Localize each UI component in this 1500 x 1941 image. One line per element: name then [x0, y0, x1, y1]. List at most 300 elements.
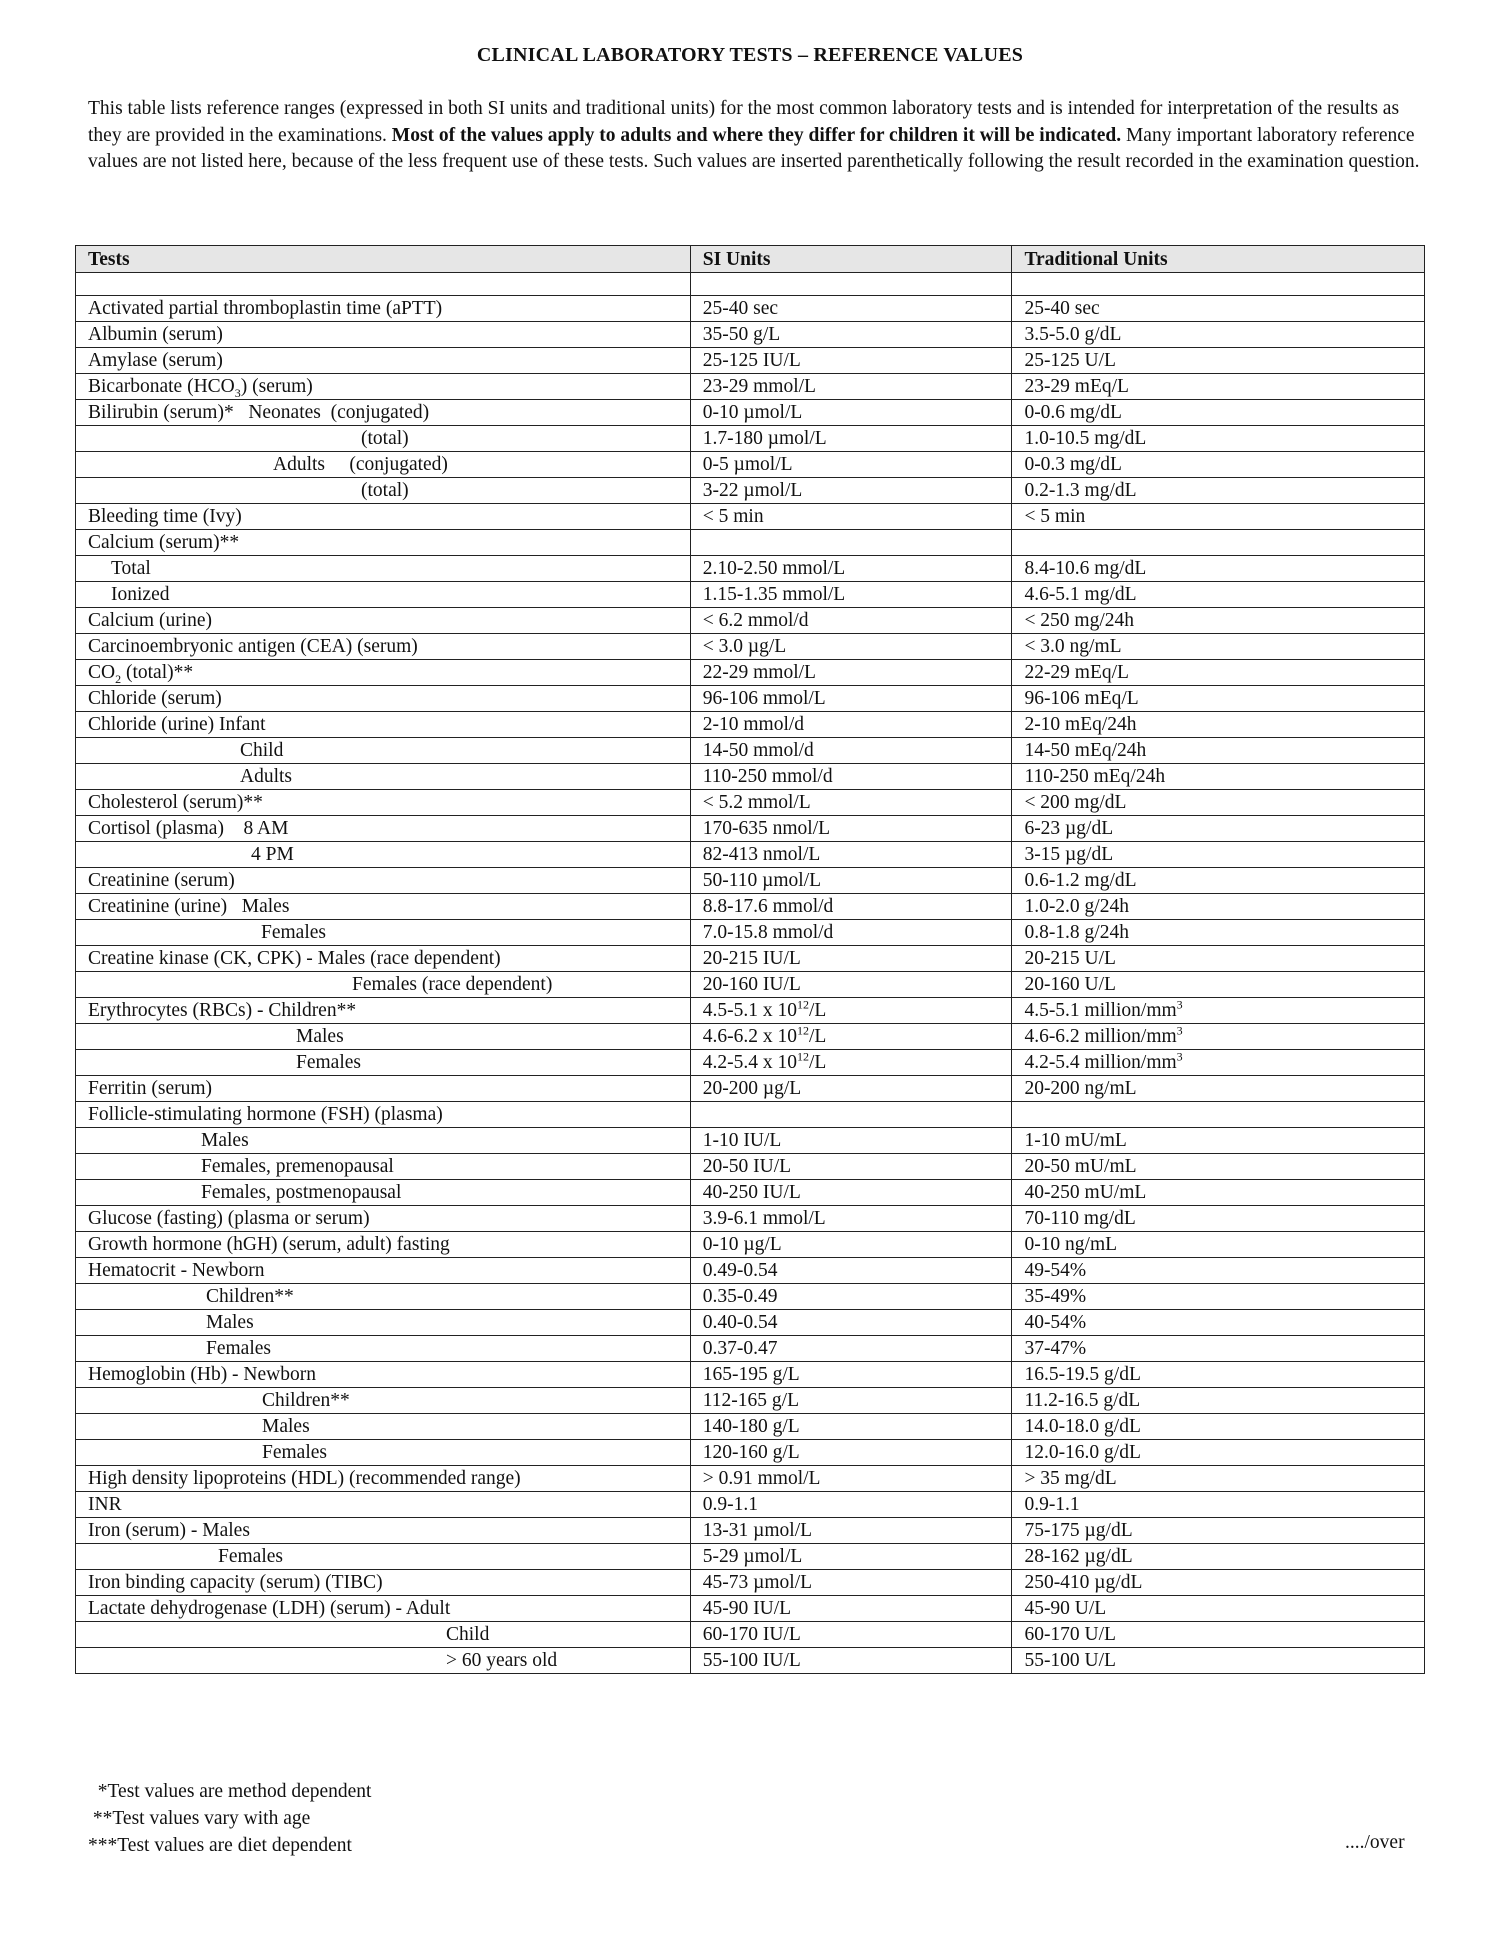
footnote: **Test values vary with age — [88, 1808, 311, 1829]
traditional-units-cell — [1012, 556, 1425, 582]
si-value: < 3.0 µg/L — [702, 636, 787, 657]
intro-paragraph — [88, 96, 1428, 176]
si-units-cell — [690, 478, 1012, 504]
test-name: CO — [88, 662, 116, 683]
table-row — [76, 816, 1425, 842]
si-units-cell — [690, 1310, 1012, 1336]
si-units-cell — [690, 1050, 1012, 1076]
table-row — [76, 998, 1425, 1024]
traditional-units-cell — [1012, 452, 1425, 478]
si-value: 2-10 mmol/d — [702, 714, 805, 735]
si-units-cell — [690, 1284, 1012, 1310]
table-row — [76, 1544, 1425, 1570]
traditional-value: 75-175 µg/dL — [1024, 1520, 1133, 1541]
table-row — [76, 1128, 1425, 1154]
traditional-units-cell — [1012, 400, 1425, 426]
si-value: 0.37-0.47 — [702, 1338, 778, 1359]
test-name: Activated partial thromboplastin time (aPTT) — [88, 298, 443, 319]
traditional-value: 23-29 mEq/L — [1024, 376, 1129, 397]
test-name-cell — [76, 1414, 691, 1440]
test-name: Iron (serum) - Males — [88, 1520, 250, 1541]
table-row — [76, 1596, 1425, 1622]
traditional-value: 45-90 U/L — [1024, 1598, 1107, 1619]
traditional-value: 3.5-5.0 g/dL — [1024, 324, 1122, 345]
test-name: Erythrocytes (RBCs) - Children** — [88, 1000, 357, 1021]
table-row — [76, 478, 1425, 504]
traditional-value: 14.0-18.0 g/dL — [1024, 1416, 1141, 1437]
table-row — [76, 1284, 1425, 1310]
traditional-units-cell — [1012, 1440, 1425, 1466]
si-value: 13-31 µmol/L — [702, 1520, 813, 1541]
test-name-cell — [76, 894, 691, 920]
traditional-value: 20-215 U/L — [1024, 948, 1116, 969]
subscript: 2 — [115, 671, 122, 686]
traditional-value: 8.4-10.6 mg/dL — [1024, 558, 1147, 579]
si-value: 3-22 µmol/L — [702, 480, 803, 501]
test-name-cell — [76, 1206, 691, 1232]
superscript: 12 — [797, 1023, 809, 1038]
table-row — [76, 1180, 1425, 1206]
si-units-cell — [690, 1362, 1012, 1388]
table-row — [76, 452, 1425, 478]
test-name: Hematocrit - Newborn — [88, 1260, 265, 1281]
test-name: Amylase (serum) — [88, 350, 223, 371]
table-row — [76, 946, 1425, 972]
test-name-cell — [76, 816, 691, 842]
si-units-cell — [690, 1570, 1012, 1596]
traditional-units-cell — [1012, 608, 1425, 634]
traditional-units-cell — [1012, 504, 1425, 530]
table-row — [76, 296, 1425, 322]
traditional-value: < 5 min — [1024, 506, 1086, 527]
si-units-cell — [690, 582, 1012, 608]
table-row — [76, 556, 1425, 582]
table-row — [76, 790, 1425, 816]
traditional-value: 25-40 sec — [1024, 298, 1100, 319]
si-units-cell — [690, 1076, 1012, 1102]
traditional-units-cell — [1012, 1362, 1425, 1388]
table-row — [76, 920, 1425, 946]
traditional-units-cell — [1012, 348, 1425, 374]
traditional-units-cell — [1012, 530, 1425, 556]
test-name-cell — [76, 712, 691, 738]
traditional-value: 1.0-10.5 mg/dL — [1024, 428, 1147, 449]
si-value: 60-170 IU/L — [702, 1624, 801, 1645]
si-units-cell — [690, 660, 1012, 686]
test-name-cell — [76, 1362, 691, 1388]
table-header-row — [76, 246, 1425, 273]
test-name-cell — [76, 1544, 691, 1570]
si-value: 1.7-180 µmol/L — [702, 428, 827, 449]
si-value: < 6.2 mmol/d — [702, 610, 809, 631]
table-row — [76, 660, 1425, 686]
footnotes — [88, 1778, 371, 1859]
test-name-cell — [76, 1648, 691, 1674]
table-row — [76, 686, 1425, 712]
test-name: Hemoglobin (Hb) - Newborn — [88, 1364, 316, 1385]
test-name: Ferritin (serum) — [88, 1078, 213, 1099]
si-value: 45-73 µmol/L — [702, 1572, 813, 1593]
si-units-cell — [690, 1180, 1012, 1206]
table-row — [76, 634, 1425, 660]
si-units-cell — [690, 1596, 1012, 1622]
table-row — [76, 894, 1425, 920]
traditional-value: 12.0-16.0 g/dL — [1024, 1442, 1141, 1463]
si-value: 5-29 µmol/L — [702, 1546, 803, 1567]
si-units-cell — [690, 1492, 1012, 1518]
si-units-cell — [690, 790, 1012, 816]
table-row — [76, 972, 1425, 998]
test-name-cell — [76, 478, 691, 504]
table-row — [76, 1388, 1425, 1414]
traditional-units-cell — [1012, 1596, 1425, 1622]
test-name: Males — [201, 1130, 249, 1151]
test-name-cell — [76, 738, 691, 764]
si-units-cell — [690, 348, 1012, 374]
si-value: 165-195 g/L — [702, 1364, 800, 1385]
traditional-value: 4.6-5.1 mg/dL — [1024, 584, 1137, 605]
test-name-cell — [76, 1440, 691, 1466]
traditional-units-cell — [1012, 478, 1425, 504]
test-name: Total — [111, 558, 151, 579]
test-name: Growth hormone (hGH) (serum, adult) fasting — [88, 1234, 450, 1255]
si-value: 0.40-0.54 — [702, 1312, 778, 1333]
si-value: > 0.91 mmol/L — [702, 1468, 821, 1489]
superscript: 3 — [1176, 997, 1183, 1012]
table-row — [76, 1492, 1425, 1518]
si-value: < 5 min — [702, 506, 764, 527]
si-units-cell — [690, 738, 1012, 764]
si-value: 0.35-0.49 — [702, 1286, 778, 1307]
traditional-units-cell — [1012, 1492, 1425, 1518]
traditional-units-cell — [1012, 660, 1425, 686]
traditional-value: 0.2-1.3 mg/dL — [1024, 480, 1137, 501]
table-row — [76, 582, 1425, 608]
table-row — [76, 1076, 1425, 1102]
traditional-units-cell — [1012, 634, 1425, 660]
test-name: Males — [262, 1416, 310, 1437]
test-name-cell — [76, 452, 691, 478]
page-title: CLINICAL LABORATORY TESTS – REFERENCE VALUES — [476, 44, 1024, 66]
si-units-cell — [690, 322, 1012, 348]
traditional-value: 4.6-6.2 million/mm — [1024, 1026, 1177, 1047]
traditional-units-cell — [1012, 1102, 1425, 1128]
traditional-value: 0-0.3 mg/dL — [1024, 454, 1122, 475]
traditional-units-cell — [1012, 790, 1425, 816]
si-units-cell — [690, 400, 1012, 426]
test-name-cell — [76, 348, 691, 374]
test-name: Calcium (serum)** — [88, 532, 240, 553]
table-row — [76, 348, 1425, 374]
traditional-value: < 200 mg/dL — [1024, 792, 1127, 813]
si-units-cell — [690, 1258, 1012, 1284]
si-value: 7.0-15.8 mmol/d — [702, 922, 834, 943]
traditional-value: 2-10 mEq/24h — [1024, 714, 1137, 735]
test-name: Creatinine (urine) Males — [88, 896, 290, 917]
table-row — [76, 738, 1425, 764]
traditional-value: 0.8-1.8 g/24h — [1024, 922, 1129, 943]
si-value: 140-180 g/L — [702, 1416, 800, 1437]
traditional-units-cell — [1012, 1128, 1425, 1154]
traditional-units-cell — [1012, 1258, 1425, 1284]
traditional-units-cell — [1012, 1388, 1425, 1414]
table-row — [76, 1414, 1425, 1440]
test-name: Adults (conjugated) — [273, 454, 448, 475]
si-value: 22-29 mmol/L — [702, 662, 816, 683]
test-name-cell — [76, 1596, 691, 1622]
test-name-cell — [76, 374, 691, 400]
traditional-value: 22-29 mEq/L — [1024, 662, 1129, 683]
test-name-cell — [76, 582, 691, 608]
si-units-cell — [690, 1544, 1012, 1570]
si-value: 112-165 g/L — [702, 1390, 799, 1411]
test-name: Bleeding time (Ivy) — [88, 506, 242, 527]
table-row — [76, 322, 1425, 348]
traditional-units-cell — [1012, 842, 1425, 868]
test-name: INR — [88, 1494, 122, 1515]
test-name: Females — [296, 1052, 361, 1073]
test-name: Follicle-stimulating hormone (FSH) (plasma) — [88, 1104, 443, 1125]
traditional-units-cell — [1012, 1050, 1425, 1076]
traditional-value: 3-15 µg/dL — [1024, 844, 1114, 865]
test-name: Carcinoembryonic antigen (CEA) (serum) — [88, 636, 418, 657]
si-units-cell — [690, 868, 1012, 894]
test-name: Children** — [206, 1286, 294, 1307]
test-name: Ionized — [111, 584, 170, 605]
si-units-cell — [690, 452, 1012, 478]
traditional-value: 40-250 mU/mL — [1024, 1182, 1147, 1203]
traditional-units-cell — [1012, 1648, 1425, 1674]
test-name-cell — [76, 1622, 691, 1648]
si-value: 1.15-1.35 mmol/L — [702, 584, 846, 605]
si-units-cell — [690, 426, 1012, 452]
test-name-cell — [76, 946, 691, 972]
superscript: 12 — [797, 1049, 809, 1064]
si-units-cell — [690, 1336, 1012, 1362]
si-units-cell — [690, 556, 1012, 582]
test-name-cell — [76, 1336, 691, 1362]
table-row — [76, 426, 1425, 452]
si-value: 4.6-6.2 x 10 — [702, 1026, 797, 1047]
si-value: 8.8-17.6 mmol/d — [702, 896, 834, 917]
table-row — [76, 868, 1425, 894]
test-name: Creatinine (serum) — [88, 870, 235, 891]
traditional-units-cell — [1012, 1076, 1425, 1102]
si-value: 120-160 g/L — [702, 1442, 800, 1463]
traditional-value: 250-410 µg/dL — [1024, 1572, 1143, 1593]
test-name: Females — [262, 1442, 327, 1463]
traditional-units-cell — [1012, 712, 1425, 738]
traditional-value: 14-50 mEq/24h — [1024, 740, 1147, 761]
traditional-value: > 35 mg/dL — [1024, 1468, 1117, 1489]
si-units-cell — [690, 920, 1012, 946]
traditional-value: < 250 mg/24h — [1024, 610, 1135, 631]
table-row — [76, 1024, 1425, 1050]
traditional-value: 11.2-16.5 g/dL — [1024, 1390, 1141, 1411]
traditional-value: 4.2-5.4 million/mm — [1024, 1052, 1177, 1073]
traditional-units-cell — [1012, 946, 1425, 972]
traditional-units-cell — [1012, 738, 1425, 764]
traditional-units-cell — [1012, 296, 1425, 322]
traditional-units-cell — [1012, 374, 1425, 400]
table-row — [76, 504, 1425, 530]
si-units-cell — [690, 1466, 1012, 1492]
traditional-units-cell — [1012, 920, 1425, 946]
test-name: 4 PM — [251, 844, 294, 865]
si-units-cell — [690, 842, 1012, 868]
test-name: High density lipoproteins (HDL) (recommended range) — [88, 1468, 521, 1489]
traditional-value: 55-100 U/L — [1024, 1650, 1116, 1671]
si-units-cell — [690, 712, 1012, 738]
si-units-cell — [690, 530, 1012, 556]
test-name-cell — [76, 400, 691, 426]
traditional-units-cell — [1012, 868, 1425, 894]
test-name: Bilirubin (serum)* Neonates (conjugated) — [88, 402, 430, 423]
si-units-cell — [690, 1440, 1012, 1466]
test-name: Females, postmenopausal — [201, 1182, 402, 1203]
test-name: Cortisol (plasma) 8 AM — [88, 818, 289, 839]
test-name: Lactate dehydrogenase (LDH) (serum) - Adult — [88, 1598, 451, 1619]
si-value: 50-110 µmol/L — [702, 870, 822, 891]
test-name: Child — [240, 740, 284, 761]
table-row — [76, 764, 1425, 790]
test-name-cell — [76, 1258, 691, 1284]
test-name: (total) — [361, 480, 409, 501]
si-value: 40-250 IU/L — [702, 1182, 801, 1203]
table-row — [76, 1570, 1425, 1596]
si-units-cell — [690, 1518, 1012, 1544]
table-row — [76, 608, 1425, 634]
test-name-cell — [76, 868, 691, 894]
si-units-cell — [690, 634, 1012, 660]
test-name-cell — [76, 1128, 691, 1154]
si-value: 110-250 mmol/d — [702, 766, 833, 787]
si-value: 0-10 µmol/L — [702, 402, 803, 423]
traditional-units-cell — [1012, 816, 1425, 842]
traditional-value: 1-10 mU/mL — [1024, 1130, 1127, 1151]
traditional-units-cell — [1012, 1024, 1425, 1050]
footnote: ***Test values are diet dependent — [88, 1835, 352, 1856]
traditional-value: 70-110 mg/dL — [1024, 1208, 1136, 1229]
si-units-cell — [690, 1206, 1012, 1232]
test-name: Children** — [262, 1390, 350, 1411]
table-row — [76, 1310, 1425, 1336]
test-name-suffix: (total)** — [121, 662, 194, 683]
traditional-units-cell — [1012, 1284, 1425, 1310]
traditional-value: 28-162 µg/dL — [1024, 1546, 1133, 1567]
si-units-cell — [690, 972, 1012, 998]
continuation-note: ..../over — [1345, 1832, 1405, 1853]
traditional-units-cell — [1012, 1154, 1425, 1180]
test-name-cell — [76, 1024, 691, 1050]
test-name-cell — [76, 1284, 691, 1310]
traditional-value: 37-47% — [1024, 1338, 1087, 1359]
si-value: 4.5-5.1 x 10 — [702, 1000, 797, 1021]
test-name: Females (race dependent) — [352, 974, 553, 995]
test-name-cell — [76, 322, 691, 348]
si-value: 45-90 IU/L — [702, 1598, 792, 1619]
si-value: 20-50 IU/L — [702, 1156, 792, 1177]
footnote: *Test values are method dependent — [88, 1781, 372, 1802]
traditional-value: 25-125 U/L — [1024, 350, 1116, 371]
table-row — [76, 374, 1425, 400]
traditional-value: 0-10 ng/mL — [1024, 1234, 1118, 1255]
traditional-value: 35-49% — [1024, 1286, 1087, 1307]
traditional-value: < 3.0 ng/mL — [1024, 636, 1122, 657]
traditional-units-cell — [1012, 426, 1425, 452]
traditional-units-cell — [1012, 1336, 1425, 1362]
si-units-cell — [690, 946, 1012, 972]
si-value: < 5.2 mmol/L — [702, 792, 811, 813]
si-value: 0-10 µg/L — [702, 1234, 782, 1255]
si-value: 0.9-1.1 — [702, 1494, 758, 1515]
test-name-cell — [76, 556, 691, 582]
test-name: Chloride (serum) — [88, 688, 222, 709]
si-value: 25-125 IU/L — [702, 350, 801, 371]
traditional-value: 60-170 U/L — [1024, 1624, 1116, 1645]
test-name-cell — [76, 1466, 691, 1492]
test-name-cell — [76, 634, 691, 660]
table-row — [76, 1102, 1425, 1128]
intro-text-1: This table lists reference ranges (expressed in both SI units and traditional units) for the most common laboratory tests and is intended for interpretation of the results as they are provided in the examinations. — [88, 98, 1400, 146]
table-row — [76, 1206, 1425, 1232]
si-units-cell — [690, 816, 1012, 842]
test-name-cell — [76, 998, 691, 1024]
si-units-cell — [690, 1622, 1012, 1648]
test-name-cell — [76, 1310, 691, 1336]
test-name-cell — [76, 790, 691, 816]
si-units-cell — [690, 998, 1012, 1024]
si-value: 170-635 nmol/L — [702, 818, 831, 839]
table-row — [76, 712, 1425, 738]
si-value: 20-215 IU/L — [702, 948, 801, 969]
traditional-value: 6-23 µg/dL — [1024, 818, 1114, 839]
si-value: 4.2-5.4 x 10 — [702, 1052, 797, 1073]
test-name: Adults — [240, 766, 293, 787]
si-value: 20-160 IU/L — [702, 974, 801, 995]
traditional-value: 40-54% — [1024, 1312, 1087, 1333]
subscript: 3 — [234, 385, 241, 400]
si-value-suffix: /L — [809, 1052, 827, 1073]
test-name-cell — [76, 764, 691, 790]
si-units-cell — [690, 894, 1012, 920]
test-name: Females — [261, 922, 326, 943]
test-name-cell — [76, 1492, 691, 1518]
test-name: Iron binding capacity (serum) (TIBC) — [88, 1572, 383, 1593]
traditional-value: 0-0.6 mg/dL — [1024, 402, 1122, 423]
si-value: 96-106 mmol/L — [702, 688, 826, 709]
test-name-cell — [76, 1076, 691, 1102]
superscript: 3 — [1176, 1023, 1183, 1038]
traditional-units-cell — [1012, 1206, 1425, 1232]
test-name: Males — [206, 1312, 254, 1333]
traditional-value: 0.6-1.2 mg/dL — [1024, 870, 1137, 891]
traditional-units-cell — [1012, 764, 1425, 790]
superscript: 12 — [797, 997, 809, 1012]
traditional-units-cell — [1012, 894, 1425, 920]
test-name-cell — [76, 426, 691, 452]
test-name-cell — [76, 1050, 691, 1076]
header-si-units: SI Units — [690, 246, 1012, 273]
test-name-cell — [76, 920, 691, 946]
test-name-cell — [76, 972, 691, 998]
si-units-cell — [690, 686, 1012, 712]
test-name-cell — [76, 504, 691, 530]
si-value: 20-200 µg/L — [702, 1078, 802, 1099]
traditional-value: 1.0-2.0 g/24h — [1024, 896, 1129, 917]
test-name: Cholesterol (serum)** — [88, 792, 263, 813]
si-value-suffix: /L — [809, 1000, 827, 1021]
